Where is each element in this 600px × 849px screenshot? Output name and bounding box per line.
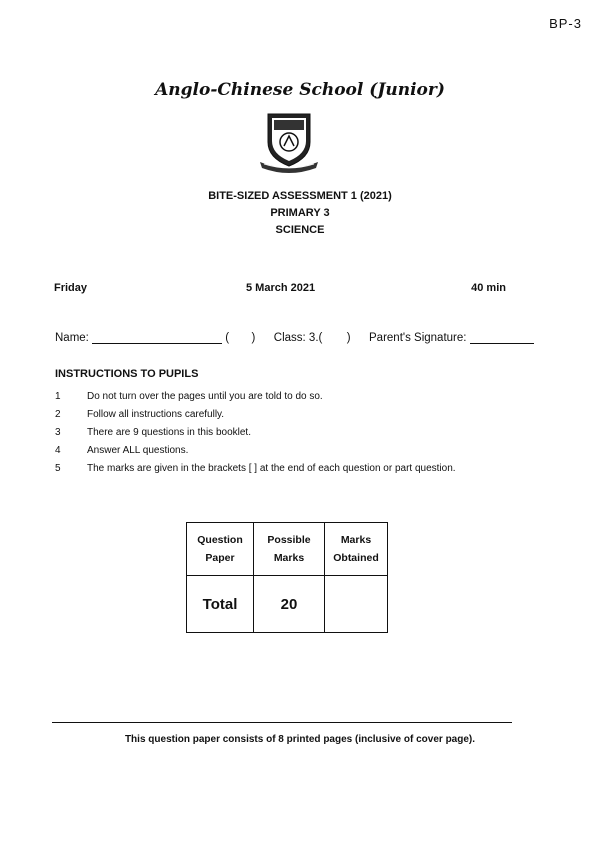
exam-date: 5 March 2021: [246, 282, 316, 294]
header-question-paper: Question Paper: [187, 523, 254, 576]
instruction-item: 2 Follow all instructions carefully.: [55, 409, 225, 420]
signature-field[interactable]: [470, 331, 534, 344]
marks-table: [186, 522, 388, 633]
signature-label: Parent's Signature:: [369, 332, 467, 344]
school-crest-icon: [254, 108, 324, 176]
page-code: BP-3: [549, 16, 582, 31]
marks-table-header-row: [187, 523, 388, 576]
instruction-item: 3 There are 9 questions in this booklet.: [55, 427, 251, 438]
header-possible-marks: Possible Marks: [254, 523, 325, 576]
marks-obtained-cell[interactable]: [325, 576, 388, 633]
level-title: PRIMARY 3: [270, 207, 330, 219]
total-possible-marks: 20: [254, 576, 325, 633]
name-label: Name:: [55, 332, 89, 344]
assessment-title: BITE-SIZED ASSESSMENT 1 (2021): [208, 190, 392, 202]
total-label: Total: [187, 576, 254, 633]
class-close-paren: ): [346, 332, 351, 344]
instructions-title: INSTRUCTIONS TO PUPILS: [55, 368, 199, 380]
marks-table-total-row: [187, 576, 388, 633]
exam-duration: 40 min: [471, 282, 506, 294]
student-details-row: [55, 331, 534, 344]
instruction-item: 5 The marks are given in the brackets [ ] at the end of each question or part question.: [55, 463, 456, 474]
instruction-item: 4 Answer ALL questions.: [55, 445, 189, 456]
instruction-item: 1 Do not turn over the pages until you are told to do so.: [55, 391, 323, 402]
name-field[interactable]: [92, 331, 222, 344]
school-name: Anglo-Chinese School (Junior): [155, 80, 445, 100]
class-label: Class: 3.(: [273, 332, 323, 344]
exam-day: Friday: [54, 282, 88, 294]
header-marks-obtained: Marks Obtained: [325, 523, 388, 576]
register-open-paren: (: [225, 332, 230, 344]
page-count-note: This question paper consists of 8 printed pages (inclusive of cover page).: [124, 734, 476, 745]
subject-title: SCIENCE: [275, 224, 325, 236]
footer-divider: [52, 722, 512, 723]
register-close-paren: ): [251, 332, 256, 344]
